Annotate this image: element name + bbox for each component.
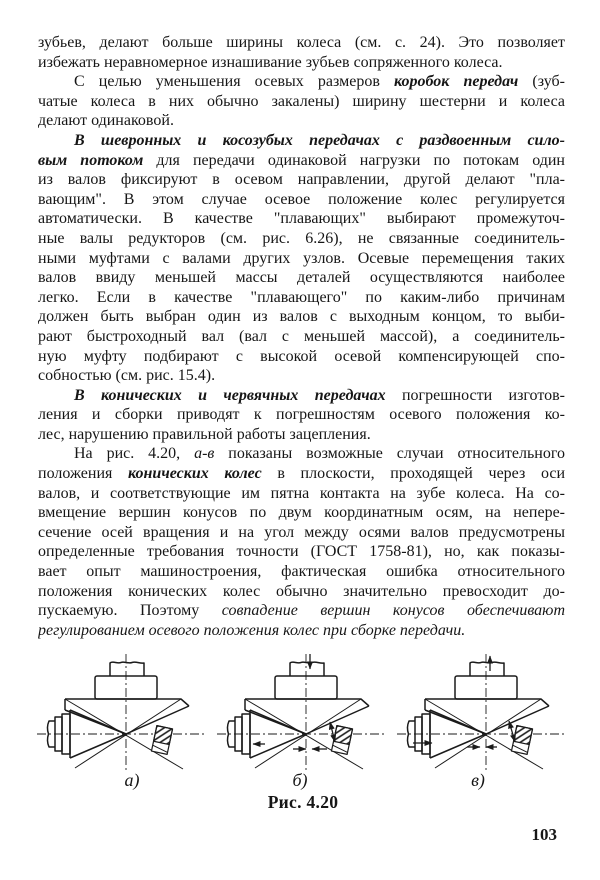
text-segment: показаны возможные случаи относительного bbox=[214, 445, 565, 463]
text-line bbox=[38, 621, 565, 641]
text-segment: положения bbox=[38, 465, 129, 483]
figure-labels bbox=[33, 770, 573, 792]
text-segment: ными муфтами с валами других узлов. Осевые перемещения таких bbox=[38, 249, 565, 267]
text-line bbox=[38, 249, 565, 269]
bevel-gear-diagram-v bbox=[393, 652, 571, 774]
text-line bbox=[38, 562, 565, 582]
text-segment: совпадение вершин конусов обеспечивают bbox=[221, 602, 565, 620]
text-segment: вым потоком bbox=[38, 151, 144, 169]
text-line bbox=[38, 72, 565, 92]
text-line bbox=[38, 209, 565, 229]
text-segment: погрешности изготов- bbox=[385, 386, 565, 404]
text-line bbox=[38, 464, 565, 484]
text-line bbox=[38, 190, 565, 210]
text-segment: вает опыт машиностроения, фактическая ошибка относительного bbox=[38, 563, 565, 581]
text-segment: избежать неравномерное изнашивание зубьев сопряженного колеса. bbox=[38, 53, 503, 71]
figure-label-v: в) bbox=[471, 770, 485, 790]
text-line bbox=[38, 405, 565, 425]
text-line bbox=[38, 327, 565, 347]
text-line bbox=[38, 542, 565, 562]
text-line bbox=[38, 484, 565, 504]
text-segment: пускаемую. Поэтому bbox=[38, 602, 222, 620]
text-line bbox=[38, 111, 565, 131]
figure-4-20 bbox=[33, 652, 573, 813]
text-line bbox=[38, 523, 565, 543]
text-segment: делают одинаковой. bbox=[38, 112, 174, 130]
figure-caption: Рис. 4.20 bbox=[267, 792, 339, 812]
text-segment: рают быстроходный вал (вал с меньшей массой), а соединитель- bbox=[38, 327, 565, 345]
bevel-gear-diagram-b bbox=[213, 652, 391, 774]
text-line bbox=[38, 425, 565, 445]
text-line bbox=[38, 366, 565, 386]
text-segment: а-в bbox=[194, 445, 215, 463]
text-segment: зубьев, делают больше ширины колеса (см. с. 24). Это позволяет bbox=[38, 34, 565, 51]
text-line bbox=[38, 444, 565, 464]
text-segment: чатые колеса в них обычно закалены) ширину шестерни и колеса bbox=[38, 92, 565, 110]
text-line bbox=[38, 503, 565, 523]
text-segment: регулированием осевого положения колес при сборке передачи. bbox=[38, 621, 466, 639]
text-segment: ления и сборки приводят к погрешностям осевого положения ко- bbox=[38, 406, 565, 424]
text-segment: автоматически. В качестве "плавающих" выбирают промежуточ- bbox=[38, 210, 565, 228]
text-segment: собностью (см. рис. 15.4). bbox=[38, 367, 216, 385]
text-segment: из валов фиксируют в осевом направлении, другой делают "пла- bbox=[38, 171, 565, 189]
adjustment-arrows-b bbox=[253, 654, 335, 749]
bevel-gear-diagram-a bbox=[33, 652, 211, 774]
text-segment: легко. Если в качестве "плавающего" по каким-либо причинам bbox=[38, 288, 565, 306]
text-line bbox=[38, 53, 565, 73]
text-segment: лес, нарушению правильной работы зацепления. bbox=[38, 425, 371, 443]
text-line bbox=[38, 386, 565, 406]
text-line bbox=[38, 288, 565, 308]
text-line bbox=[38, 151, 565, 171]
figure-drawings-row bbox=[33, 652, 573, 774]
text-segment: ную муфту подбирают с высокой осевой компенсирующей спо- bbox=[38, 347, 565, 365]
text-line bbox=[38, 582, 565, 602]
text-line bbox=[38, 601, 565, 621]
figure-label-a: а) bbox=[124, 770, 140, 790]
text-line bbox=[38, 229, 565, 249]
text-segment: валов, и соответствующие им пятна контакта на зубе колеса. На со- bbox=[38, 484, 565, 502]
text-segment: валов ввиду меньшей массы деталей осуществляются наиболее bbox=[38, 269, 565, 287]
text-line bbox=[38, 268, 565, 288]
text-segment: конических колес bbox=[128, 465, 262, 483]
text-segment: На рис. 4.20, bbox=[74, 445, 195, 463]
text-line bbox=[38, 131, 565, 151]
text-line bbox=[38, 347, 565, 367]
text-segment: положения конических колес обычно значительно превосходит до- bbox=[38, 582, 565, 600]
text-line bbox=[38, 170, 565, 190]
text-segment: С целью уменьшения осевых размеров bbox=[74, 73, 394, 91]
text-segment: ные валы редукторов (см. рис. 6.26), не связанные соединитель- bbox=[38, 229, 565, 247]
page-number: 103 bbox=[531, 825, 557, 844]
text-segment: для передачи одинаковой нагрузки по потокам один bbox=[143, 151, 565, 169]
text-line bbox=[38, 33, 565, 53]
text-segment: (зуб- bbox=[518, 73, 565, 91]
text-line bbox=[38, 307, 565, 327]
text-segment: вмещение вершин конусов по двум координатным осям, на непере- bbox=[38, 504, 565, 522]
figure-label-b: б) bbox=[292, 770, 308, 790]
text-line bbox=[38, 92, 565, 112]
text-segment: должен быть выбран один из валов с выходным концом, то выби- bbox=[38, 308, 565, 326]
text-segment: в плоскости, проходящей через оси bbox=[261, 465, 565, 483]
text-segment: определенные требования точности (ГОСТ 1758-81), но, как показы- bbox=[38, 543, 565, 561]
text-block bbox=[38, 33, 565, 640]
text-segment: В конических и червячных передачах bbox=[74, 386, 386, 404]
text-segment: вающим". В этом случае осевое положение колес регулируется bbox=[38, 190, 565, 208]
text-segment: В шевронных и косозубых передачах с раздвоенным сило- bbox=[74, 131, 565, 149]
text-segment: коробок передач bbox=[393, 73, 519, 91]
text-segment: сечение осей вращения и на угол между осями валов предусмотрены bbox=[38, 523, 565, 541]
